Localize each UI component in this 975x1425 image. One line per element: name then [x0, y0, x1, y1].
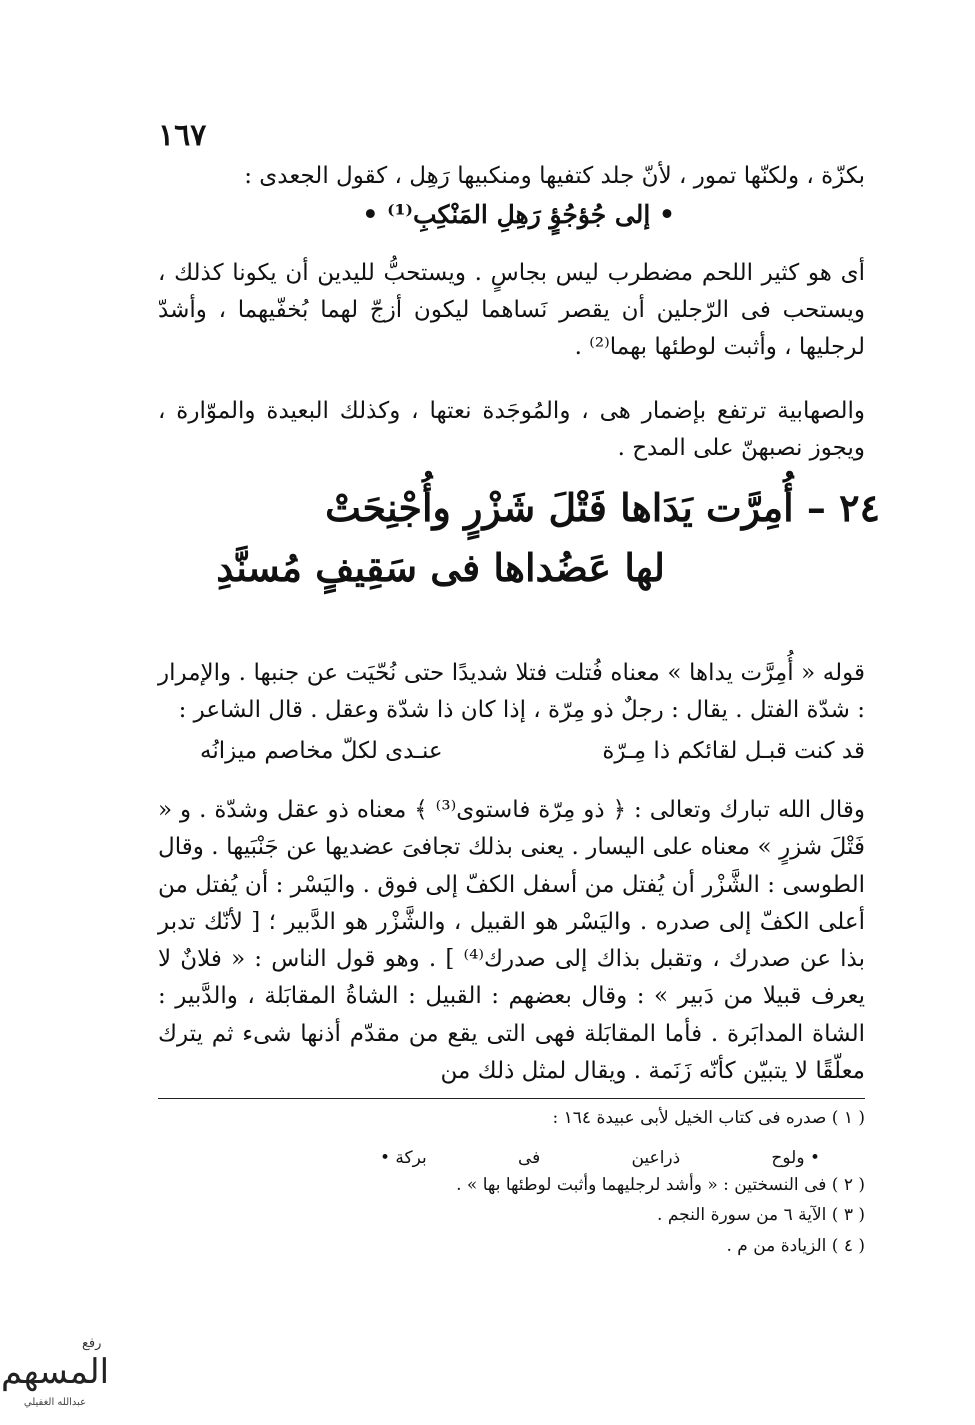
library-stamp-logo: [0, 1325, 110, 1415]
footnote-2: ( ٢ ) فى النسختين : « وأشد لرجليهما وأثبت لوطئها بها » .: [456, 1175, 865, 1195]
paragraph-1: أى هو كثير اللحم مضطرب ليس بجاسٍ . ويستحبُّ لليدين أن يكونا كذلك ، ويستحب فى الرّجلين أن يقصر نَساهما ليكون أزجّ لهما بُخفّيهما ، وأشدّ لرجليها ، وأثبت لوطئها بهما⁽²⁾ .: [158, 260, 865, 360]
footnote-3: ( ٣ ) الآية ٦ من سورة النجم .: [657, 1205, 865, 1225]
paragraph-4: وقال الله تبارك وتعالى : ﴿ ذو مِرّة فاستوى⁽³⁾ ﴾ معناه ذو عقل وشدّة . و « فَتْلَ شزرٍ » معناه على اليسار . يعنى بذلك تجافىَ عضديها عن جَنْبَيها . وقال الطوسى : الشَّزْر أن يُفتل من أسفل الكفّ إلى فوق . واليَسْر : أن يُفتل من أعلى الكفّ إلى صدره . واليَسْر هو القبيل ، والشَّزْر هو الدَّبير ؛ [ لأنّك تدبر بذا عن صدرك ، وتقبل بذاك إلى صدرك⁽⁴⁾ ] . وهو قول الناس : « فلانٌ لا يعرف قبيلا من دَبير » : وقال بعضهم : القبيل : الشاةُ المقابَلة ، والدَّبير : الشاة المدابَرة . فأما المقابَلة فهى التى يقع من مقدّم أذنها شىء ثم يترك معلّقًا لا يتبيّن كأنّه زَنَمة . ويقال لمثل ذلك من: [158, 797, 865, 1085]
stamp-sub-text: عبدالله الغفيلي: [23, 1397, 87, 1408]
paragraph-3: قوله « أُمِرَّت يداها » معناه فُتلت فتلا شديدًا حتى نُحّيَت عن جنبها . والإمرار : شدّة الفتل . يقال : رجلٌ ذو مِرّة ، إذا كان ذا شدّة وعقل . قال الشاعر :: [158, 660, 865, 723]
footnote-1-verse: [380, 1148, 820, 1168]
quoted-hemistich: • إلى جُؤجُؤٍ رَهِلِ المَنْكِبِ⁽¹⁾ •: [362, 200, 675, 229]
footnote-4: ( ٤ ) الزيادة من م .: [726, 1236, 865, 1256]
poem-first-hemistich: قد كنت قبـل لقائكم ذا مِـرّة: [602, 738, 865, 764]
intro-line: بكزّة ، ولكنّها تمور ، لأنّ جلد كتفيها ومنكبيها رَهِل ، كقول الجعدى :: [244, 163, 865, 189]
footnote-1: ( ١ ) صدره فى كتاب الخيل لأبى عبيدة ١٦٤ :: [552, 1108, 865, 1128]
paragraph-2: والصهابية ترتفع بإضمار هى ، والمُوجَدة نعتها ، وكذلك البعيدة والموّارة ، ويجوز نصبهنّ على المدح .: [158, 398, 865, 461]
fn-verse-word: • ولوح: [771, 1148, 820, 1168]
verse-24-line-2: لها عَضُداها فى سَقِيفٍ مُسنَّدِ: [216, 545, 665, 590]
stamp-small-text: رفع: [82, 1336, 102, 1351]
stamp-main-text: المسهم: [0, 1352, 110, 1392]
poem-second-hemistich: عنـدى لكلّ مخاصم ميزانُه: [200, 738, 443, 764]
verse-24-line-1: ٢٤ – أُمِرَّت يَدَاها فَتْلَ شَزْرٍ وأُجْنِحَتْ: [325, 485, 880, 530]
footnote-divider: [158, 1098, 865, 1099]
fn-verse-word: ذراعين: [631, 1148, 681, 1168]
page-number: ١٦٧: [158, 118, 207, 153]
fn-verse-word: فى: [517, 1148, 541, 1168]
fn-verse-word: بركة •: [380, 1148, 427, 1168]
quoted-poem: [200, 738, 865, 764]
